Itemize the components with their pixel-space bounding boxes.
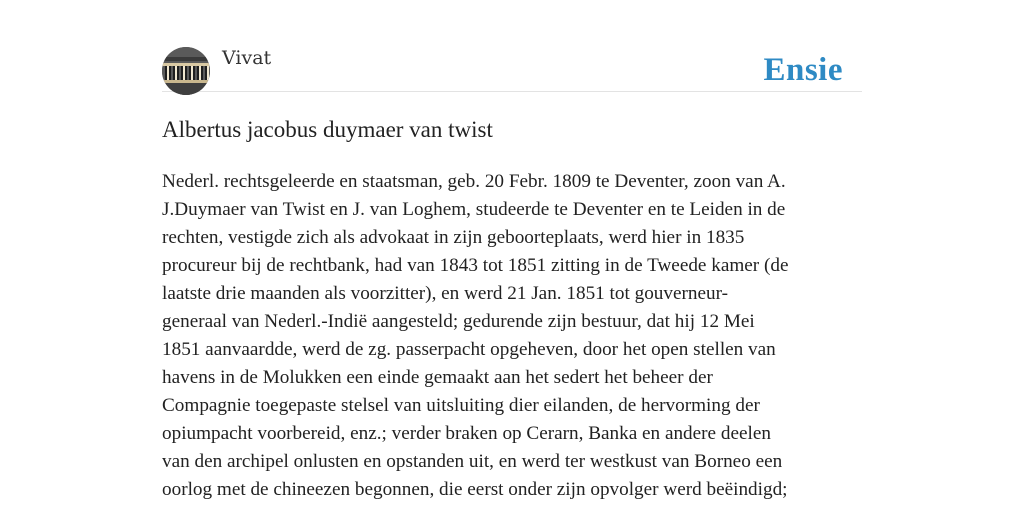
bookshelf-icon — [162, 47, 210, 95]
body-line: Compagnie toegepaste stelsel van uitsluiting dier eilanden, de hervorming der — [162, 395, 760, 416]
body-line: rechten, vestigde zich als advokaat in zijn geboorteplaats, werd hier in 1835 — [162, 227, 745, 248]
body-line: procureur bij de rechtbank, had van 1843 tot 1851 zitting in de Tweede kamer (de — [162, 255, 789, 276]
body-line: J.Duymaer van Twist en J. van Loghem, studeerde te Deventer en te Leiden in de — [162, 199, 786, 220]
body-line: opiumpacht voorbereid, enz.; verder braken op Cerarn, Banka en andere deelen — [162, 423, 771, 444]
article-body — [162, 168, 862, 504]
body-line: generaal van Nederl.-Indië aangesteld; gedurende zijn bestuur, dat hij 12 Mei — [162, 311, 755, 332]
body-line: 1851 aanvaardde, werd de zg. passerpacht opgeheven, door het open stellen van — [162, 339, 776, 360]
article-title: Albertus jacobus duymaer van twist — [162, 117, 493, 142]
source-name[interactable]: Vivat — [222, 47, 272, 69]
body-line: Nederl. rechtsgeleerde en staatsman, geb. 20 Febr. 1809 te Deventer, zoon van A. — [162, 171, 786, 192]
body-line: van den archipel onlusten en opstanden uit, en werd ter westkust van Borneo een — [162, 451, 783, 472]
header — [162, 0, 862, 92]
source-avatar[interactable] — [162, 47, 210, 95]
page — [162, 0, 862, 512]
body-line: oorlog met de chineezen begonnen, die eerst onder zijn opvolger werd beëindigd; — [162, 479, 788, 500]
brand-logo[interactable]: Ensie — [763, 52, 843, 88]
body-line: laatste drie maanden als voorzitter), en werd 21 Jan. 1851 tot gouverneur- — [162, 283, 728, 304]
body-line: havens in de Molukken een einde gemaakt aan het sedert het beheer der — [162, 367, 713, 388]
